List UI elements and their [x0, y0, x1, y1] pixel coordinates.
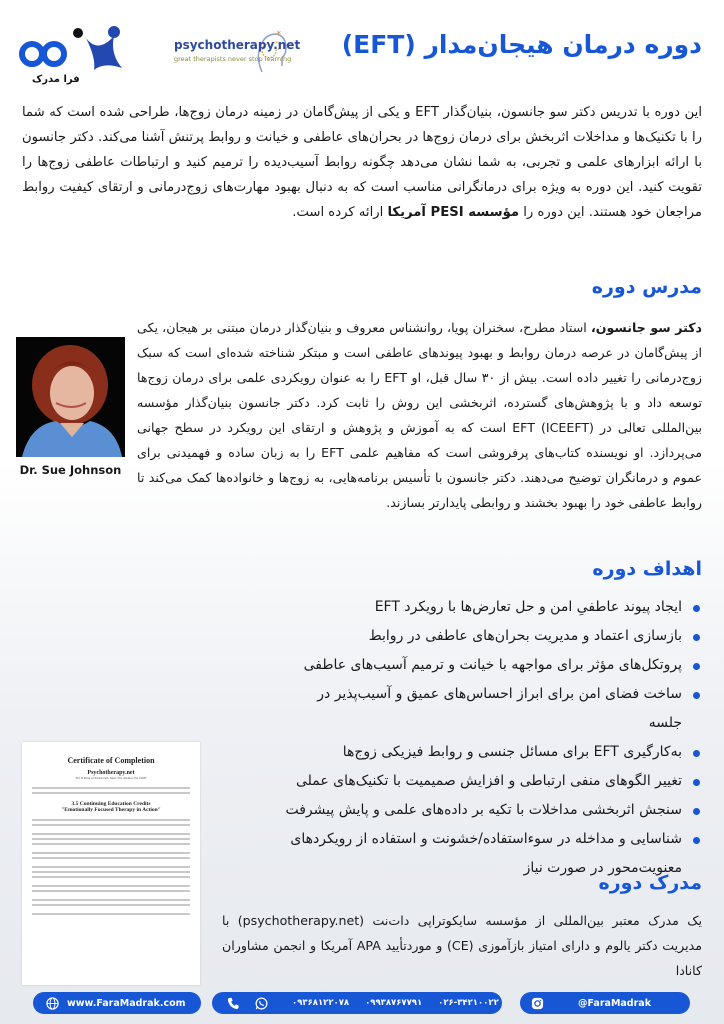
header	[0, 22, 724, 92]
instructor-photo-caption: Dr. Sue Johnson	[19, 463, 122, 477]
goal-item: سنجش اثربخشی مداخلات با تکیه بر داده‌های علمی و پایش پیشرفت	[282, 796, 702, 825]
certificate-image-address: 301 N King of Prussia Rd, Suite 310, Radnor, PA 19087	[75, 776, 147, 780]
certificate-image	[22, 742, 200, 985]
certificate-image-credits: 3.5 Continuing Education Credits	[71, 800, 151, 807]
phone-number[interactable]: ۰۹۹۳۸۷۶۷۷۹۱	[365, 998, 423, 1008]
instagram-handle: @FaraMadrak	[578, 997, 652, 1009]
instagram-icon	[530, 996, 544, 1010]
instructor-name: دکتر سو جانسون،	[590, 320, 702, 335]
phone-contacts	[212, 992, 502, 1014]
instagram-link[interactable]	[520, 992, 690, 1014]
website-link[interactable]	[33, 992, 201, 1014]
instructor-bio	[137, 315, 702, 515]
faramadrak-logo-icon	[14, 24, 134, 74]
intro-text: این دوره با تدریس دکتر سو جانسون، بنیان‌گذار EFT و یکی از پیش‌گامان در زمینه درمان زوج‌ها، طراحی شده است که شما را با تکنیک‌ها و مداخلات اثربخش برای درمان زوج‌ها در بحران‌های عاطفی و خیانت و روابط پرتنش آشنا می‌کند. دکتر جانسون با ارائه ابزارهای علمی و تجربی، به شما نشان می‌دهد چگونه روابط آسیب‌دیده را ترمیم کنید و ارتباطات عاطفی زوج‌ها را تقویت کنید. این دوره به ویژه برای درمانگرانی مناسب است که به دنبال بهبود مهارت‌های زوج‌درمانی و ارتقای کیفیت روابط مراجعان خود هستند. این دوره را	[22, 105, 702, 220]
certificate-image-body	[32, 819, 190, 915]
intro-paragraph	[22, 100, 702, 225]
phone-call-icon	[226, 996, 240, 1010]
phone-number[interactable]: ۰۲۶-۳۴۲۱۰۰۲۲	[438, 998, 499, 1008]
svg-text:*: *	[276, 30, 281, 40]
instructor-portrait-image	[16, 337, 125, 457]
instructor-photo	[16, 337, 125, 457]
certificate-heading: مدرک دوره	[598, 872, 702, 894]
goal-item: ایجاد پیوند عاطفیِ امن و حل تعارض‌ها با رویکرد EFT	[282, 593, 702, 622]
globe-icon	[45, 996, 59, 1010]
instructor-bio-text: استاد مطرح، سخنران پویا، روانشناس معروف و بنیان‌گذار درمان مبتنی بر هیجان، یکی از پیش‌گامان در عرصه درمان روابط و بهبود پیوندهای عاطفی است و مبتکر شناخته شده‌ای است که سبک زوج‌درمانی را تغییر داده است. بیش از ۳۰ سال قبل، او EFT را به عنوان رویکردی علمی برای درمان زوج‌ها توسعه داد و با پژوهش‌های گسترده، اثربخشی این روش را ثابت کرد. دکتر جانسون بنیان‌گذار مؤسسه بین‌المللی تعالی در EFT (ICEEFT) است که به آموزش و پژوهش و ارتقای این رویکرد در سطح جهانی می‌پردازد. او نویسنده کتاب‌های پرفروشی است که مفاهیم علمی EFT را به زبان ساده و فهمیدنی برای عموم و درمانگران توضیح می‌دهند. دکتر جانسون با تأسیس برنامه‌هایی، به زوج‌ها و خانواده‌ها کمک می‌کند تا روابط عاطفی خود را بهبود بخشند و روابطی پایدارتر بسازند.	[137, 320, 703, 510]
goal-item: شناسایی و مداخله در سوءاستفاده/خشونت و استفاده از رویکردهای معنویت‌محور در صورت نیاز	[282, 825, 702, 883]
certificate-image-org: Psychotherapy.net	[87, 770, 135, 776]
goal-item: به‌کارگیری EFT برای مسائل جنسی و روابط فیزیکی زوج‌ها	[282, 738, 702, 767]
certificate-image-filler	[32, 787, 190, 794]
intro-bold-pesi: مؤسسه PESI آمریکا	[387, 205, 520, 220]
psychotherapy-net-logo	[138, 28, 301, 76]
whatsapp-icon	[254, 996, 268, 1010]
faramadrak-logo-text: فرا مدرک	[32, 74, 80, 85]
intro-tail: ارائه کرده است.	[292, 205, 388, 220]
certificate-image-course: "Emotionally Focused Therapy in Action"	[61, 806, 161, 813]
certificate-text: یک مدرک معتبر بین‌المللی از مؤسسه سایکوتراپی دات‌نت (psychotherapy.net) با مدیریت دکتر یالوم و دارای امتیاز بازآموزی (CE) و موردتأیید APA آمریکا و انجمن مشاوران کانادا	[222, 913, 702, 978]
goal-item: ساخت فضای امن برای ابراز احساس‌های عمیق و آسیب‌پذیر در جلسه	[282, 680, 702, 738]
head-spiral-icon	[254, 28, 288, 76]
psychotherapy-net-name: psychotherapy.net	[174, 38, 301, 52]
certificate-image-title: Certificate of Completion	[67, 756, 155, 765]
goal-item: تغییر الگوهای منفی ارتباطی و افزایش صمیمیت با تکنیک‌های عملی	[282, 767, 702, 796]
website-label: www.FaraMadrak.com	[67, 997, 186, 1009]
phone-number[interactable]: ۰۹۳۶۸۱۲۲۰۷۸	[292, 998, 350, 1008]
goals-list	[282, 593, 702, 883]
psychotherapy-net-tagline: great therapists never stop learning	[174, 55, 292, 63]
goal-item: پروتکل‌های مؤثر برای مواجهه با خیانت و ترمیم آسیب‌های عاطفی	[282, 651, 702, 680]
faramadrak-logo	[14, 24, 134, 86]
goals-heading: اهداف دوره	[592, 558, 702, 580]
goal-item: بازسازی اعتماد و مدیریت بحران‌های عاطفی در روابط	[282, 622, 702, 651]
page-title: دوره درمان هیجان‌مدار (EFT)	[341, 30, 702, 59]
footer-contact-bar	[0, 992, 724, 1016]
instructor-heading: مدرس دوره	[591, 276, 702, 298]
